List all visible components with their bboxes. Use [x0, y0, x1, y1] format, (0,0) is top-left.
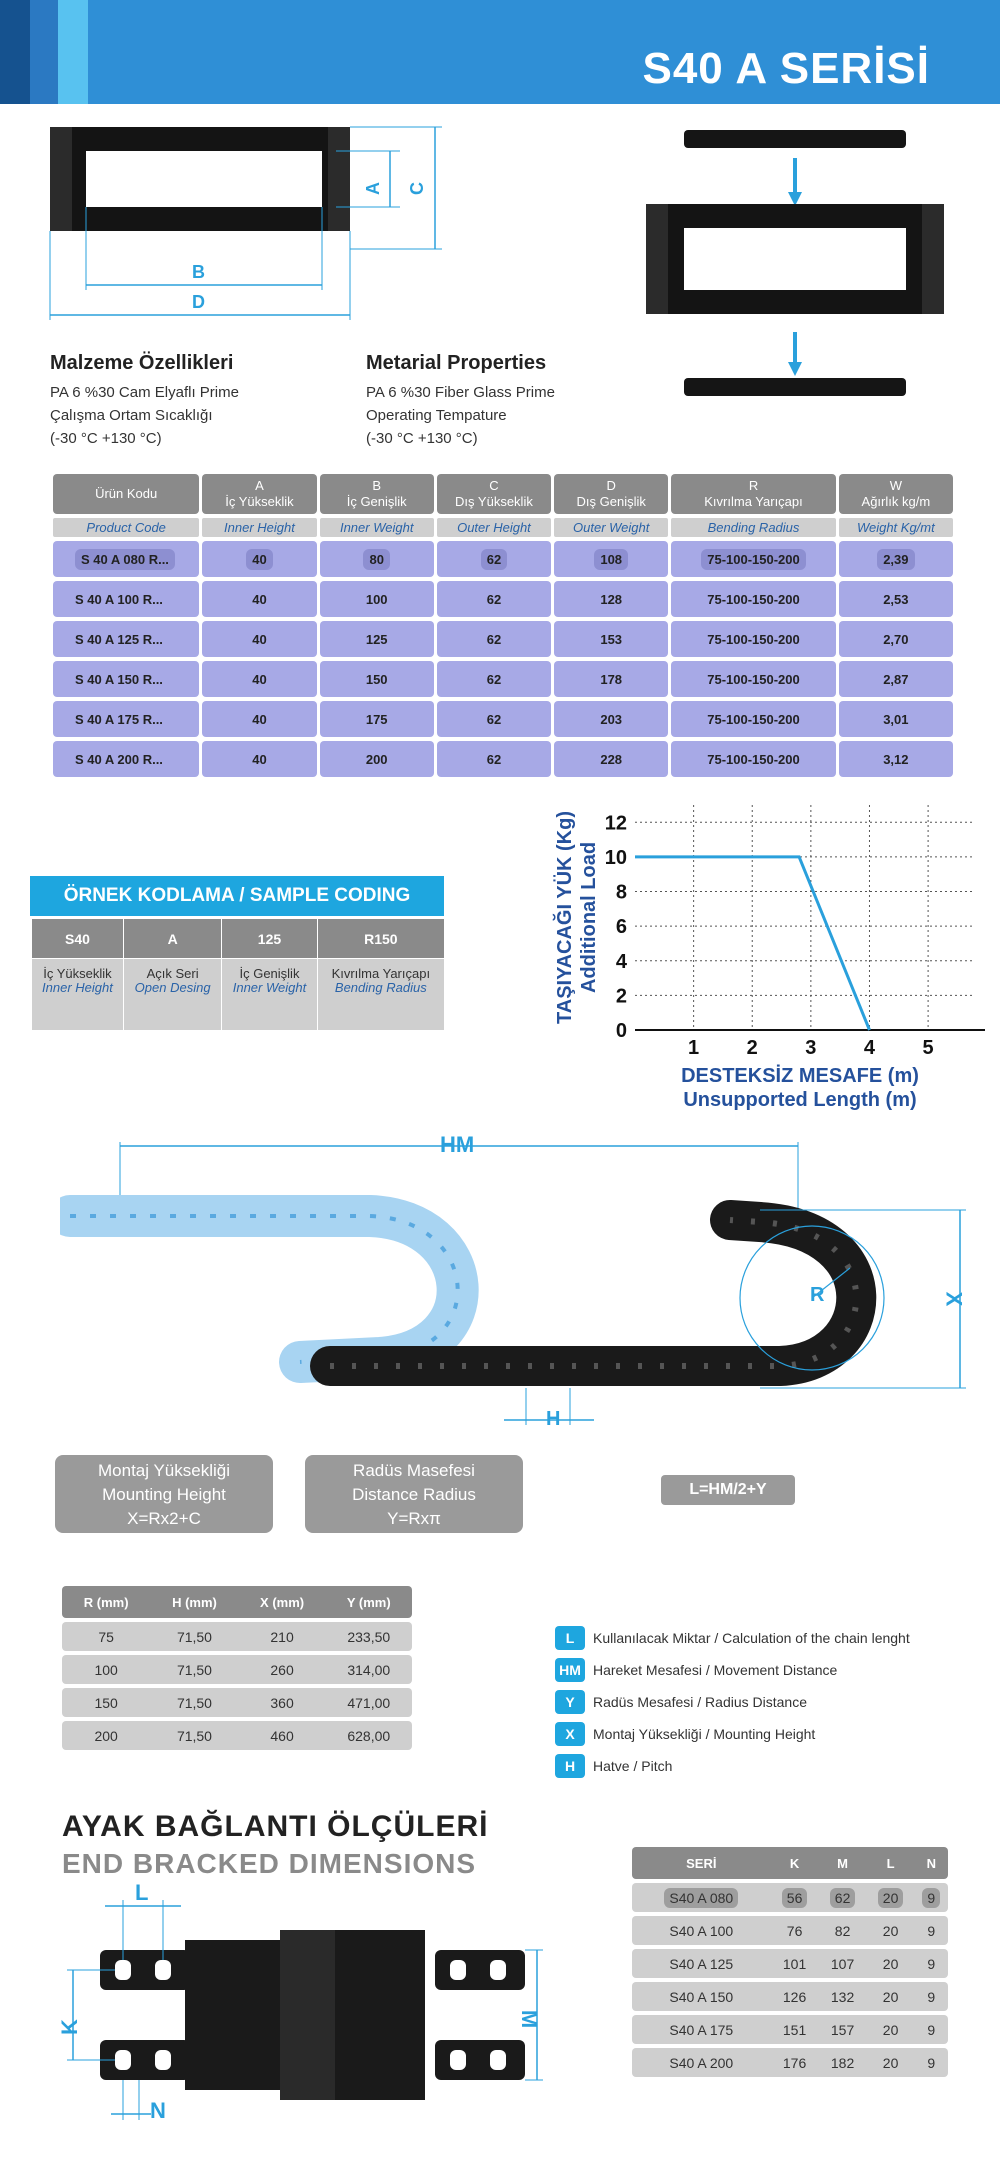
load-chart-y-tick: 6 [615, 916, 627, 939]
distance-radius-formula: Radüs Masefesi Distance Radius Y=Rxπ [305, 1455, 523, 1533]
radius-table [62, 1582, 412, 1754]
table-cell: 2,87 [839, 661, 953, 697]
legend-text: Hatve / Pitch [593, 1758, 673, 1774]
legend-text: Radüs Mesafesi / Radius Distance [593, 1694, 807, 1710]
load-chart [545, 785, 985, 1115]
table-cell: S 40 A 100 R... [53, 581, 199, 617]
table-cell: 175 [320, 701, 434, 737]
table-cell: S40 A 175 [632, 2015, 771, 2044]
table-cell: 128 [554, 581, 668, 617]
table-cell: S 40 A 200 R... [53, 741, 199, 777]
legend-item [555, 1622, 975, 1654]
table-cell: 2,70 [839, 621, 953, 657]
table-cell: S40 A 100 [632, 1916, 771, 1945]
table-cell: 153 [554, 621, 668, 657]
table-cell: 200 [62, 1721, 150, 1750]
radius-table-header: Y (mm) [326, 1586, 412, 1618]
dim-label-l: L [135, 1880, 149, 1905]
table-cell: 56 [782, 1888, 808, 1908]
table-cell: 20 [867, 2048, 915, 2077]
load-chart-y-tick: 4 [615, 950, 627, 973]
table-cell: 20 [867, 1949, 915, 1978]
end-bracket-header: N [915, 1847, 948, 1879]
table-cell: S 40 A 175 R... [53, 701, 199, 737]
table-cell: 228 [554, 741, 668, 777]
table-row [632, 1916, 948, 1945]
load-chart-y-tick: 8 [615, 881, 627, 904]
sample-coding-cell: Kıvrılma Yarıçapı Bending Radius [317, 959, 444, 1031]
table-row [632, 2015, 948, 2044]
legend-text: Montaj Yüksekliği / Mounting Height [593, 1726, 816, 1742]
sample-coding-header: S40 [32, 919, 124, 959]
sample-coding-title: ÖRNEK KODLAMA / SAMPLE CODING [30, 876, 444, 916]
material-title-en: Metarial Properties [366, 352, 547, 374]
mounting-height-formula: Montaj Yüksekliği Mounting Height X=Rx2+C [55, 1455, 273, 1533]
dim-label-m: M [517, 2009, 543, 2029]
table-cell: 40 [202, 661, 316, 697]
table-row [62, 1688, 412, 1717]
table-cell: 80 [363, 549, 389, 570]
end-bracket-drawing [55, 1890, 545, 2130]
end-bracket-header: M [819, 1847, 867, 1879]
table-cell: 40 [202, 581, 316, 617]
table-cell: 260 [239, 1655, 326, 1684]
table-row [53, 541, 953, 577]
table-cell: S40 A 150 [632, 1982, 771, 2011]
table-cell: 471,00 [326, 1688, 412, 1717]
spec-table [50, 470, 956, 781]
sample-coding-cell: İç Yükseklik Inner Height [32, 959, 124, 1031]
table-row [632, 1883, 948, 1912]
sample-coding-cell: İç Genişlik Inner Weight [222, 959, 317, 1031]
table-cell: 40 [246, 549, 272, 570]
spec-subheader: Bending Radius [671, 518, 835, 537]
spec-header: C Dış Yükseklik [437, 474, 551, 514]
table-cell: 157 [819, 2015, 867, 2044]
load-chart-xlabel: DESTEKSİZ MESAFE (m) [681, 1065, 919, 1087]
table-cell: S40 A 125 [632, 1949, 771, 1978]
end-bracket-title-en: END BRACKED DIMENSIONS [62, 1848, 477, 1879]
table-cell: 3,01 [839, 701, 953, 737]
table-cell: 233,50 [326, 1622, 412, 1651]
load-chart-y-tick: 10 [604, 846, 627, 869]
sample-coding-table [31, 918, 445, 1031]
table-cell: 150 [62, 1688, 150, 1717]
end-bracket-table [632, 1843, 948, 2081]
table-cell: 71,50 [150, 1622, 238, 1651]
table-cell: 40 [202, 621, 316, 657]
sample-coding-header: R150 [317, 919, 444, 959]
table-cell: 62 [481, 549, 507, 570]
legend-badge: H [555, 1754, 585, 1778]
table-cell: 2,53 [839, 581, 953, 617]
legend-badge: L [555, 1626, 585, 1650]
end-bracket-header: SERİ [632, 1847, 771, 1879]
load-chart-x-tick: 4 [863, 1037, 876, 1059]
table-cell: 107 [819, 1949, 867, 1978]
table-row [632, 1982, 948, 2011]
table-cell: S 40 A 125 R... [53, 621, 199, 657]
table-row [62, 1622, 412, 1651]
chain-diagram [60, 1130, 980, 1440]
table-cell: 75 [62, 1622, 150, 1651]
exploded-view-drawing [640, 120, 950, 410]
table-cell: 178 [554, 661, 668, 697]
table-cell: 9 [915, 1916, 948, 1945]
spec-subheader: Inner Height [202, 518, 316, 537]
table-row [62, 1655, 412, 1684]
table-cell: 151 [771, 2015, 819, 2044]
load-chart-ylabel: TAŞIYACAĞI YÜK (Kg) [554, 811, 576, 1024]
dim-label-h: H [546, 1408, 561, 1430]
table-cell: 360 [239, 1688, 326, 1717]
legend-item [555, 1750, 975, 1782]
load-chart-x-tick: 2 [746, 1037, 758, 1059]
table-cell: 132 [819, 1982, 867, 2011]
end-bracket-header: L [867, 1847, 915, 1879]
material-line: Operating Tempature [366, 407, 507, 424]
table-cell: 75-100-150-200 [701, 549, 806, 570]
table-cell: 62 [437, 661, 551, 697]
table-cell: 210 [239, 1622, 326, 1651]
dim-label-d: D [192, 292, 205, 312]
table-cell: 71,50 [150, 1688, 238, 1717]
material-line: PA 6 %30 Fiber Glass Prime [366, 384, 555, 401]
load-chart-y-tick: 0 [615, 1020, 627, 1042]
end-bracket-title-tr: AYAK BAĞLANTI ÖLÇÜLERİ [62, 1810, 489, 1843]
sample-coding-cell: Açık Seri Open Desing [123, 959, 221, 1031]
dim-label-c: C [407, 182, 427, 195]
legend-badge: X [555, 1722, 585, 1746]
table-cell: 125 [320, 621, 434, 657]
material-line: Çalışma Ortam Sıcaklığı [50, 407, 213, 424]
table-cell: 62 [437, 621, 551, 657]
spec-subheader: Inner Weight [320, 518, 434, 537]
table-cell: 100 [320, 581, 434, 617]
legend-text: Kullanılacak Miktar / Calculation of the chain lenght [593, 1630, 910, 1646]
table-cell: 150 [320, 661, 434, 697]
table-cell: 100 [62, 1655, 150, 1684]
table-cell: 9 [915, 1949, 948, 1978]
table-cell: 9 [915, 2015, 948, 2044]
legend-item [555, 1718, 975, 1750]
dim-label-b: B [192, 262, 205, 282]
end-bracket-header: K [771, 1847, 819, 1879]
table-cell: 40 [202, 701, 316, 737]
table-cell: 200 [320, 741, 434, 777]
spec-subheader: Product Code [53, 518, 199, 537]
table-cell: 9 [922, 1888, 940, 1908]
table-row [53, 661, 953, 697]
table-row [53, 581, 953, 617]
table-cell: 2,39 [877, 549, 914, 570]
load-chart-x-tick: 5 [922, 1037, 934, 1059]
spec-header: A İç Yükseklik [202, 474, 316, 514]
table-cell: 20 [878, 1888, 904, 1908]
table-cell: 75-100-150-200 [671, 661, 835, 697]
material-line: (-30 °C +130 °C) [50, 430, 162, 447]
spec-header: B İç Genişlik [320, 474, 434, 514]
table-cell: 20 [867, 2015, 915, 2044]
length-formula: L=HM/2+Y [661, 1475, 795, 1505]
table-cell: 75-100-150-200 [671, 741, 835, 777]
table-cell: 75-100-150-200 [671, 701, 835, 737]
material-properties-en [366, 352, 686, 450]
dim-label-a: A [363, 182, 383, 195]
table-cell: 76 [771, 1916, 819, 1945]
material-properties-tr [50, 352, 370, 450]
load-chart-x-tick: 3 [805, 1037, 817, 1059]
legend-item [555, 1686, 975, 1718]
material-line: PA 6 %30 Cam Elyaflı Prime [50, 384, 239, 401]
spec-header: W Ağırlık kg/m [839, 474, 953, 514]
sample-coding-header: A [123, 919, 221, 959]
table-cell: 62 [830, 1888, 856, 1908]
load-chart-ylabel2: Additional Load [578, 841, 600, 994]
spec-header: D Dış Genişlik [554, 474, 668, 514]
spec-subheader: Weight Kg/mt [839, 518, 953, 537]
table-cell: 3,12 [839, 741, 953, 777]
table-cell: 126 [771, 1982, 819, 2011]
table-cell: S40 A 080 [664, 1888, 738, 1908]
table-cell: S 40 A 150 R... [53, 661, 199, 697]
table-cell: 82 [819, 1916, 867, 1945]
dim-label-k: K [56, 2019, 82, 2035]
table-cell: 62 [437, 741, 551, 777]
spec-subheader: Outer Height [437, 518, 551, 537]
table-cell: S 40 A 080 R... [75, 549, 175, 570]
load-chart-y-tick: 2 [615, 985, 627, 1008]
dim-label-n: N [150, 2098, 166, 2123]
legend-badge: Y [555, 1690, 585, 1714]
dim-label-x: X [941, 1291, 967, 1307]
table-cell: 75-100-150-200 [671, 581, 835, 617]
spec-header: Ürün Kodu [53, 474, 199, 514]
table-row [632, 1949, 948, 1978]
load-chart-y-tick: 12 [604, 812, 627, 835]
load-chart-series-line [635, 857, 869, 1030]
dimension-drawing [40, 115, 460, 325]
table-cell: 20 [867, 1916, 915, 1945]
page-title: S40 A SERİSİ [642, 44, 930, 93]
spec-subheader: Outer Weight [554, 518, 668, 537]
table-row [632, 2048, 948, 2077]
table-cell: 62 [437, 701, 551, 737]
table-cell: 9 [915, 1982, 948, 2011]
table-row [62, 1721, 412, 1750]
table-cell: 62 [437, 581, 551, 617]
table-cell: 628,00 [326, 1721, 412, 1750]
spec-header: R Kıvrılma Yarıçapı [671, 474, 835, 514]
table-cell: 71,50 [150, 1721, 238, 1750]
legend-text: Hareket Mesafesi / Movement Distance [593, 1662, 838, 1678]
table-row [53, 621, 953, 657]
table-cell: 182 [819, 2048, 867, 2077]
table-cell: 203 [554, 701, 668, 737]
dim-label-r: R [810, 1284, 825, 1306]
sample-coding-header: 125 [222, 919, 317, 959]
load-chart-xlabel2: Unsupported Length (m) [683, 1089, 917, 1111]
table-row [53, 741, 953, 777]
table-row [53, 701, 953, 737]
dim-label-hm: HM [440, 1132, 475, 1157]
legend-item [555, 1654, 975, 1686]
legend-badge: HM [555, 1658, 585, 1682]
table-cell: 314,00 [326, 1655, 412, 1684]
material-title-tr: Malzeme Özellikleri [50, 352, 234, 374]
radius-table-header: H (mm) [150, 1586, 238, 1618]
table-cell: S40 A 200 [632, 2048, 771, 2077]
table-cell: 101 [771, 1949, 819, 1978]
table-cell: 460 [239, 1721, 326, 1750]
radius-table-header: X (mm) [239, 1586, 326, 1618]
table-cell: 9 [915, 2048, 948, 2077]
table-cell: 40 [202, 741, 316, 777]
load-chart-x-tick: 1 [688, 1037, 700, 1059]
radius-table-header: R (mm) [62, 1586, 150, 1618]
table-cell: 75-100-150-200 [671, 621, 835, 657]
table-cell: 71,50 [150, 1655, 238, 1684]
table-cell: 176 [771, 2048, 819, 2077]
legend [555, 1622, 975, 1782]
material-line: (-30 °C +130 °C) [366, 430, 478, 447]
table-cell: 108 [594, 549, 628, 570]
table-cell: 20 [867, 1982, 915, 2011]
